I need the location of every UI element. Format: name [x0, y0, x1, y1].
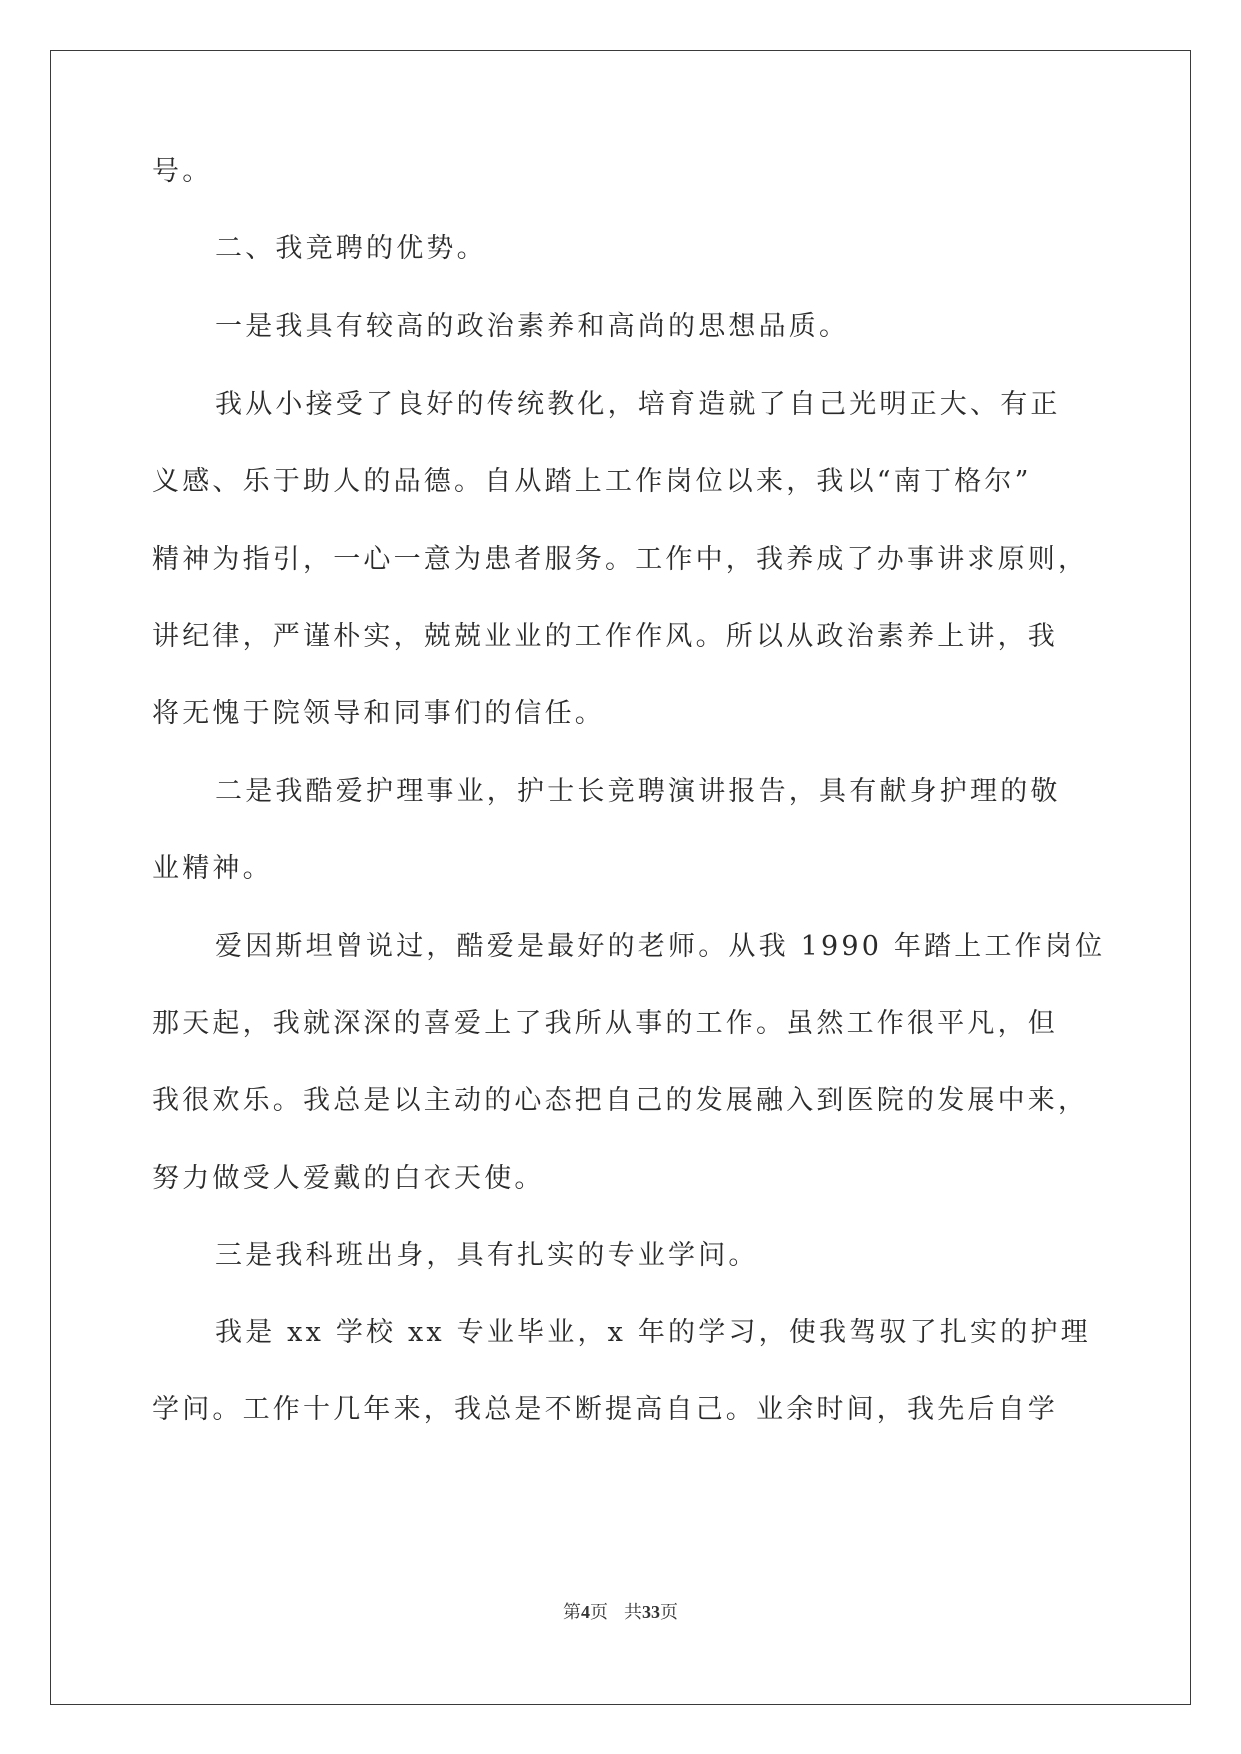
body-line: 努力做受人爱戴的白衣天使。	[152, 1163, 545, 1194]
body-line: 那天起，我就深深的喜爱上了我所从事的工作。虽然工作很平凡，但	[152, 1008, 1058, 1039]
body-line: 二是我酷爱护理事业，护士长竞聘演讲报告，具有献身护理的敬	[215, 776, 1061, 807]
page-footer	[0, 1598, 1241, 1624]
footer-prefix: 第	[563, 1602, 581, 1622]
total-pages-number: 33	[642, 1602, 660, 1622]
current-page-number: 4	[581, 1602, 590, 1622]
body-line: 一是我具有较高的政治素养和高尚的思想品质。	[215, 311, 850, 342]
footer-total-prefix: 共	[624, 1602, 642, 1622]
body-line: 我很欢乐。我总是以主动的心态把自己的发展融入到医院的发展中来，	[152, 1085, 1089, 1116]
body-line: 业精神。	[152, 853, 273, 884]
body-line: 精神为指引，一心一意为患者服务。工作中，我养成了办事讲求原则，	[152, 544, 1089, 575]
body-line: 将无愧于院领导和同事们的信任。	[152, 698, 605, 729]
body-line: 号。	[152, 156, 213, 187]
body-line: 我是 xx 学校 xx 专业毕业，x 年的学习，使我驾驭了扎实的护理	[215, 1317, 1091, 1348]
footer-page-unit: 页	[590, 1602, 608, 1622]
body-line: 爱因斯坦曾说过，酷爱是最好的老师。从我 1990 年踏上工作岗位	[215, 931, 1106, 962]
body-line: 学问。工作十几年来，我总是不断提高自己。业余时间，我先后自学	[152, 1394, 1058, 1425]
footer-total-unit: 页	[660, 1602, 678, 1622]
section-heading: 二、我竞聘的优势。	[215, 233, 487, 264]
body-line: 义感、乐于助人的品德。自从踏上工作岗位以来，我以“南丁格尔”	[152, 466, 1032, 497]
body-line: 我从小接受了良好的传统教化，培育造就了自己光明正大、有正	[215, 389, 1061, 420]
body-line: 讲纪律，严谨朴实，兢兢业业的工作作风。所以从政治素养上讲，我	[152, 621, 1058, 652]
body-line: 三是我科班出身，具有扎实的专业学问。	[215, 1240, 759, 1271]
